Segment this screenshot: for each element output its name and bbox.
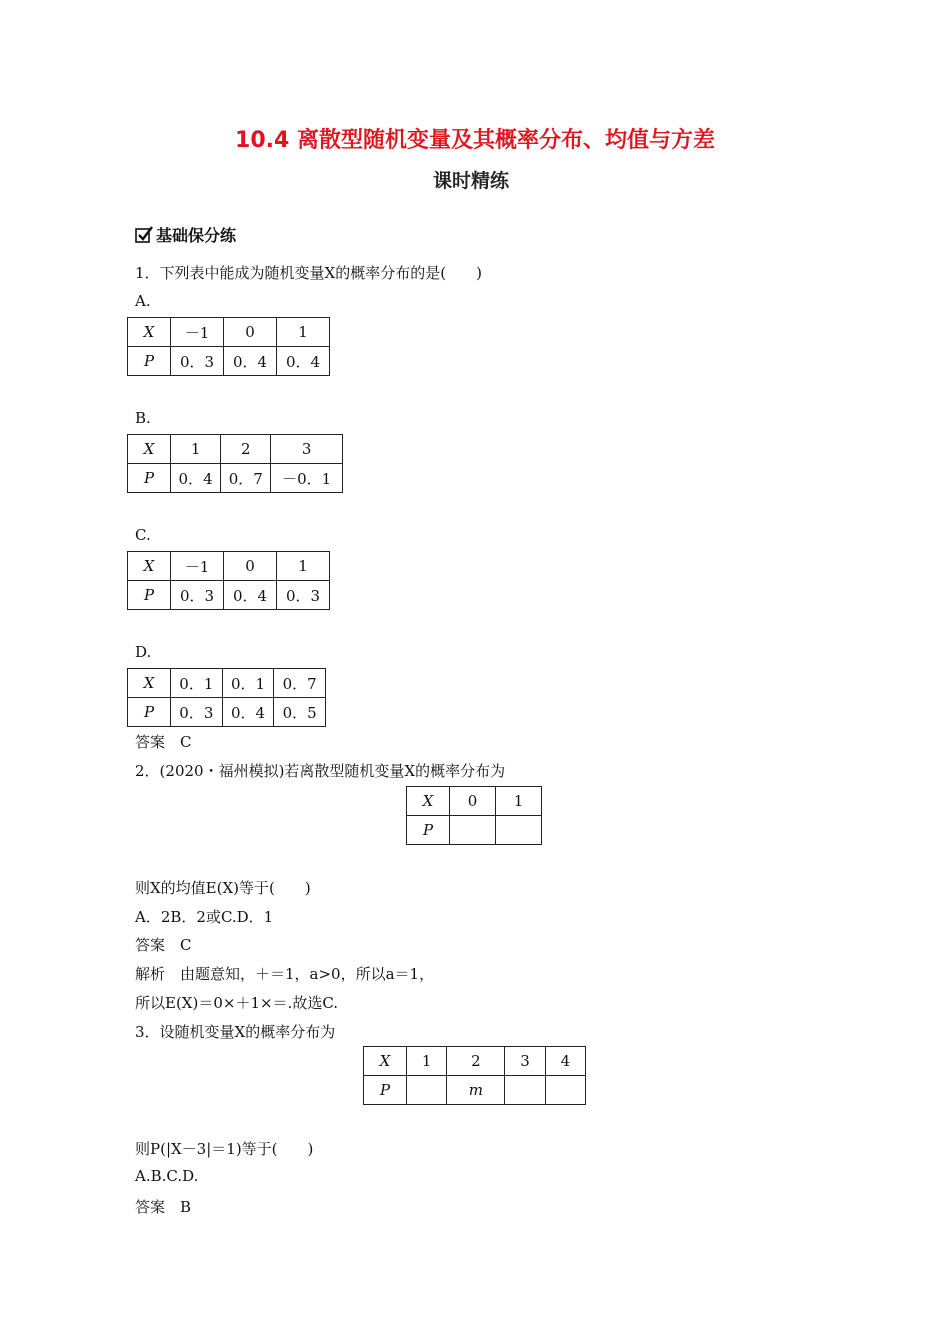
table-cell: P: [128, 581, 171, 610]
table-cell: 0．4: [224, 347, 277, 376]
table-cell: －1: [171, 318, 224, 347]
q2-stem: 2．(2020・福州模拟)若离散型随机变量X的概率分布为: [135, 762, 506, 780]
table-cell: P: [128, 464, 171, 493]
q1-answer: 答案 C: [135, 733, 192, 751]
q2-question: 则X的均值E(X)等于( ): [135, 879, 311, 897]
table-cell: P: [128, 347, 171, 376]
q2-analysis-continued: 所以E(X)＝0×＋1×＝.故选C.: [135, 994, 339, 1012]
q1-stem: 1．下列表中能成为随机变量X的概率分布的是( ): [135, 264, 482, 282]
table-cell: 0: [224, 318, 277, 347]
table-row: [407, 816, 542, 845]
table-cell: [505, 1076, 545, 1105]
table-cell: 1: [277, 318, 330, 347]
table-cell: 0: [224, 552, 277, 581]
table-cell: m: [447, 1076, 505, 1105]
table-cell: 0．7: [221, 464, 271, 493]
q3-table: [363, 1046, 586, 1105]
table-cell: [545, 1076, 585, 1105]
table-cell: P: [407, 816, 450, 845]
q3-question: 则P(|X－3|＝1)等于( ): [135, 1140, 314, 1158]
table-cell: 4: [545, 1047, 585, 1076]
table-cell: 0．1: [222, 669, 274, 698]
section-label: 基础保分练: [156, 226, 237, 245]
table-row: [128, 318, 330, 347]
table-row: [364, 1047, 586, 1076]
table-cell: [407, 1076, 447, 1105]
table-cell: 2: [221, 435, 271, 464]
q2-answer: 答案 C: [135, 936, 192, 954]
table-cell: 3: [271, 435, 343, 464]
q2-choices: A．2B．2或C.D．1: [135, 908, 274, 926]
table-cell: 1: [277, 552, 330, 581]
table-row: [128, 669, 326, 698]
table-cell: －1: [171, 552, 224, 581]
document-title: 10.4 离散型随机变量及其概率分布、均值与方差: [235, 128, 715, 153]
table-cell: 0．3: [171, 347, 224, 376]
table-cell: X: [128, 318, 171, 347]
table-cell: 0．3: [171, 581, 224, 610]
table-cell: P: [364, 1076, 407, 1105]
table-cell: X: [128, 552, 171, 581]
table-cell: 0．5: [274, 698, 326, 727]
checkbox-icon: [135, 226, 153, 244]
table-row: [128, 552, 330, 581]
table-cell: 0．4: [222, 698, 274, 727]
table-row: [128, 581, 330, 610]
table-cell: [450, 816, 496, 845]
table-cell: 2: [447, 1047, 505, 1076]
q1-option-b-label: B.: [135, 409, 151, 427]
table-cell: 0．4: [224, 581, 277, 610]
q3-answer: 答案 B: [135, 1198, 192, 1216]
table-cell: 0．3: [171, 698, 223, 727]
table-row: [128, 435, 343, 464]
table-row: [128, 698, 326, 727]
table-row: [128, 464, 343, 493]
document-subtitle: 课时精练: [432, 170, 509, 192]
table-cell: 0．1: [171, 669, 223, 698]
table-cell: [496, 816, 542, 845]
table-cell: 0．4: [277, 347, 330, 376]
q3-stem: 3．设随机变量X的概率分布为: [135, 1023, 336, 1041]
q3-choices: A.B.C.D.: [135, 1167, 199, 1185]
table-cell: －0．1: [271, 464, 343, 493]
q2-table: [406, 786, 542, 845]
q1-option-d-label: D.: [135, 643, 152, 661]
table-cell: 0: [450, 787, 496, 816]
table-cell: X: [407, 787, 450, 816]
table-row: [407, 787, 542, 816]
q2-analysis: 解析 由题意知，＋＝1，a>0，所以a＝1，: [135, 965, 435, 983]
section-heading: [135, 223, 236, 246]
table-row: [128, 347, 330, 376]
q1-option-d-table: [127, 668, 326, 727]
table-cell: 1: [496, 787, 542, 816]
table-cell: X: [364, 1047, 407, 1076]
q1-option-c-table: [127, 551, 330, 610]
table-cell: X: [128, 669, 171, 698]
table-cell: 1: [171, 435, 221, 464]
q1-option-a-label: A.: [135, 292, 151, 310]
q1-option-a-table: [127, 317, 330, 376]
table-row: [364, 1076, 586, 1105]
q1-option-b-table: [127, 434, 343, 493]
table-cell: 3: [505, 1047, 545, 1076]
q1-option-c-label: C.: [135, 526, 151, 544]
table-cell: X: [128, 435, 171, 464]
table-cell: P: [128, 698, 171, 727]
table-cell: 1: [407, 1047, 447, 1076]
table-cell: 0．3: [277, 581, 330, 610]
table-cell: 0．4: [171, 464, 221, 493]
table-cell: 0．7: [274, 669, 326, 698]
